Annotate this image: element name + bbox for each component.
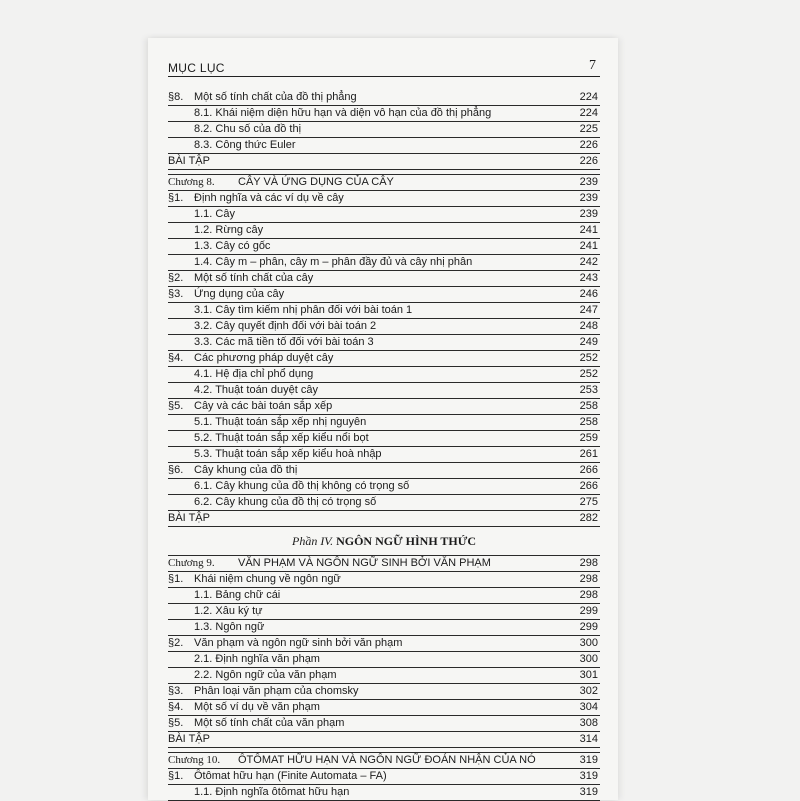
toc-page-number: 224 <box>579 91 598 103</box>
subsection-title: 3.2. Cây quyết định đối với bài toán 2 <box>194 320 377 332</box>
toc-section-row <box>168 90 600 106</box>
subsection-title: 4.2. Thuật toán duyệt cây <box>194 384 318 396</box>
toc-page-number: 259 <box>579 432 598 444</box>
page-header <box>168 60 600 77</box>
toc-page-number: 300 <box>579 637 598 649</box>
section-number: §1. <box>168 192 184 204</box>
toc-page-number: 304 <box>579 701 598 713</box>
toc-section-row <box>168 572 600 588</box>
part-heading <box>168 527 600 551</box>
toc-page-number: 298 <box>579 589 598 601</box>
toc-subsection-row <box>168 122 600 138</box>
section-number: §3. <box>168 685 184 697</box>
exercises-title: BÀI TẬP <box>168 733 210 745</box>
section-number: §2. <box>168 637 184 649</box>
toc-page-number: 249 <box>579 336 598 348</box>
section-number: §5. <box>168 400 184 412</box>
toc-page-number: 253 <box>579 384 598 396</box>
toc-chapter-row <box>168 555 600 572</box>
toc-subsection-row <box>168 106 600 122</box>
subsection-title: 5.1. Thuật toán sắp xếp nhị nguyên <box>194 416 367 428</box>
toc-page-number: 266 <box>579 480 598 492</box>
toc-page-number: 246 <box>579 288 598 300</box>
section-number: §4. <box>168 352 184 364</box>
subsection-title: 1.1. Cây <box>194 208 235 220</box>
toc-subsection-row <box>168 383 600 399</box>
toc-exercises-row <box>168 511 600 527</box>
toc-subsection-row <box>168 785 600 801</box>
toc-subsection-row <box>168 620 600 636</box>
toc-section-row <box>168 287 600 303</box>
toc-page-number: 319 <box>579 754 598 766</box>
exercises-title: BÀI TẬP <box>168 512 210 524</box>
subsection-title: 6.2. Cây khung của đồ thị có trọng số <box>194 496 377 508</box>
subsection-title: 1.4. Cây m – phân, cây m – phân đầy đủ và cây nhị phân <box>194 256 473 268</box>
toc-subsection-row <box>168 495 600 511</box>
toc-page-number: 298 <box>579 557 598 569</box>
toc-subsection-row <box>168 604 600 620</box>
toc-page-number: 239 <box>579 208 598 220</box>
subsection-title: 5.2. Thuật toán sắp xếp kiểu nổi bọt <box>194 432 369 444</box>
toc-subsection-row <box>168 588 600 604</box>
section-title: Một số ví dụ về văn phạm <box>194 701 320 713</box>
toc-list-part-3 <box>168 90 600 527</box>
toc-page-number: 252 <box>579 352 598 364</box>
exercises-title: BÀI TẬP <box>168 155 210 167</box>
subsection-title: 5.3. Thuật toán sắp xếp kiểu hoà nhập <box>194 448 382 460</box>
subsection-title: 1.2. Rừng cây <box>194 224 264 236</box>
toc-subsection-row <box>168 319 600 335</box>
toc-section-row <box>168 700 600 716</box>
toc-list-part-4 <box>168 555 600 801</box>
toc-page-number: 239 <box>579 176 598 188</box>
chapter-title: VĂN PHẠM VÀ NGÔN NGỮ SINH BỞI VĂN PHẠM <box>238 557 491 569</box>
toc-page-number: 252 <box>579 368 598 380</box>
section-title: Khái niệm chung về ngôn ngữ <box>194 573 341 585</box>
toc-subsection-row <box>168 223 600 239</box>
toc-page-number: 226 <box>579 139 598 151</box>
toc-section-row <box>168 463 600 479</box>
toc-chapter-row <box>168 752 600 769</box>
toc-page-number: 298 <box>579 573 598 585</box>
page-number: 7 <box>589 58 596 73</box>
toc-page-number: 319 <box>579 786 598 798</box>
toc-page-number: 226 <box>579 155 598 167</box>
subsection-title: 4.1. Hệ địa chỉ phổ dụng <box>194 368 314 380</box>
toc-exercises-row <box>168 732 600 748</box>
subsection-title: 1.2. Xâu ký tự <box>194 605 263 617</box>
section-title: Các phương pháp duyệt cây <box>194 352 334 364</box>
toc-subsection-row <box>168 447 600 463</box>
chapter-title: ÔTÔMAT HỮU HẠN VÀ NGÔN NGỮ ĐOÁN NHẬN CỦA NÓ <box>238 754 536 766</box>
toc-section-row <box>168 351 600 367</box>
toc-page-number: 266 <box>579 464 598 476</box>
section-number: §2. <box>168 272 184 284</box>
section-number: §4. <box>168 701 184 713</box>
toc-subsection-row <box>168 303 600 319</box>
subsection-title: 2.2. Ngôn ngữ của văn phạm <box>194 669 337 681</box>
section-title: Phân loại văn phạm của chomsky <box>194 685 359 697</box>
subsection-title: 1.3. Ngôn ngữ <box>194 621 265 633</box>
section-title: Một số tính chất của văn phạm <box>194 717 345 729</box>
toc-section-row <box>168 636 600 652</box>
section-title: Một số tính chất của cây <box>194 272 314 284</box>
toc-section-row <box>168 769 600 785</box>
section-number: §8. <box>168 91 184 103</box>
toc-subsection-row <box>168 335 600 351</box>
toc-subsection-row <box>168 431 600 447</box>
subsection-title: 1.1. Định nghĩa ôtômat hữu hạn <box>194 786 350 798</box>
section-number: §5. <box>168 717 184 729</box>
toc-page-number: 241 <box>579 224 598 236</box>
section-title: Văn phạm và ngôn ngữ sinh bởi văn phạm <box>194 637 403 649</box>
toc-page-number: 242 <box>579 256 598 268</box>
part-title: NGÔN NGỮ HÌNH THỨC <box>336 534 476 548</box>
part-prefix: Phần IV. <box>291 534 334 548</box>
subsection-title: 1.3. Cây có gốc <box>194 240 271 252</box>
section-number: §6. <box>168 464 184 476</box>
toc-page-number: 275 <box>579 496 598 508</box>
toc-subsection-row <box>168 415 600 431</box>
section-number: §3. <box>168 288 184 300</box>
toc-subsection-row <box>168 668 600 684</box>
section-title: Cây khung của đồ thị <box>194 464 298 476</box>
subsection-title: 3.1. Cây tìm kiếm nhị phân đối với bài toán 1 <box>194 304 413 316</box>
toc-page-number: 302 <box>579 685 598 697</box>
subsection-title: 8.1. Khái niệm diện hữu hạn và diện vô hạn của đồ thị phẳng <box>194 107 492 119</box>
toc-page-number: 247 <box>579 304 598 316</box>
toc-page-number: 258 <box>579 400 598 412</box>
subsection-title: 2.1. Định nghĩa văn phạm <box>194 653 320 665</box>
toc-page-number: 258 <box>579 416 598 428</box>
toc-subsection-row <box>168 479 600 495</box>
toc-page-number: 299 <box>579 605 598 617</box>
section-title: Định nghĩa và các ví dụ về cây <box>194 192 344 204</box>
toc-page-number: 261 <box>579 448 598 460</box>
toc-exercises-row <box>168 154 600 170</box>
toc-page-number: 282 <box>579 512 598 524</box>
section-title: Một số tính chất của đồ thị phẳng <box>194 91 357 103</box>
toc-page-number: 241 <box>579 240 598 252</box>
toc-subsection-row <box>168 652 600 668</box>
toc-page-number: 239 <box>579 192 598 204</box>
chapter-number: Chương 8. <box>168 176 215 188</box>
table-of-contents <box>168 90 600 801</box>
section-title: Ứng dụng của cây <box>194 288 285 300</box>
chapter-number: Chương 9. <box>168 557 215 569</box>
toc-page-number: 308 <box>579 717 598 729</box>
toc-page-number: 299 <box>579 621 598 633</box>
toc-subsection-row <box>168 207 600 223</box>
toc-page-number: 314 <box>579 733 598 745</box>
toc-section-row <box>168 271 600 287</box>
subsection-title: 3.3. Các mã tiền tố đối với bài toán 3 <box>194 336 374 348</box>
book-page <box>148 38 618 800</box>
toc-subsection-row <box>168 239 600 255</box>
toc-page-number: 300 <box>579 653 598 665</box>
section-title: Ôtômat hữu hạn (Finite Automata – FA) <box>194 770 387 782</box>
toc-page-number: 225 <box>579 123 598 135</box>
toc-chapter-row <box>168 174 600 191</box>
toc-subsection-row <box>168 367 600 383</box>
toc-page-number: 243 <box>579 272 598 284</box>
toc-page-number: 301 <box>579 669 598 681</box>
subsection-title: 6.1. Cây khung của đồ thị không có trọng số <box>194 480 410 492</box>
header-title: MỤC LỤC <box>168 61 225 75</box>
toc-section-row <box>168 399 600 415</box>
section-number: §1. <box>168 573 184 585</box>
toc-subsection-row <box>168 138 600 154</box>
toc-section-row <box>168 684 600 700</box>
subsection-title: 8.2. Chu số của đồ thị <box>194 123 302 135</box>
toc-section-row <box>168 716 600 732</box>
subsection-title: 8.3. Công thức Euler <box>194 139 296 151</box>
chapter-number: Chương 10. <box>168 754 221 766</box>
toc-page-number: 224 <box>579 107 598 119</box>
chapter-title: CÂY VÀ ỨNG DỤNG CỦA CÂY <box>238 176 394 188</box>
toc-page-number: 319 <box>579 770 598 782</box>
toc-page-number: 248 <box>579 320 598 332</box>
toc-subsection-row <box>168 255 600 271</box>
section-number: §1. <box>168 770 184 782</box>
subsection-title: 1.1. Bảng chữ cái <box>194 589 281 601</box>
toc-section-row <box>168 191 600 207</box>
section-title: Cây và các bài toán sắp xếp <box>194 400 333 412</box>
